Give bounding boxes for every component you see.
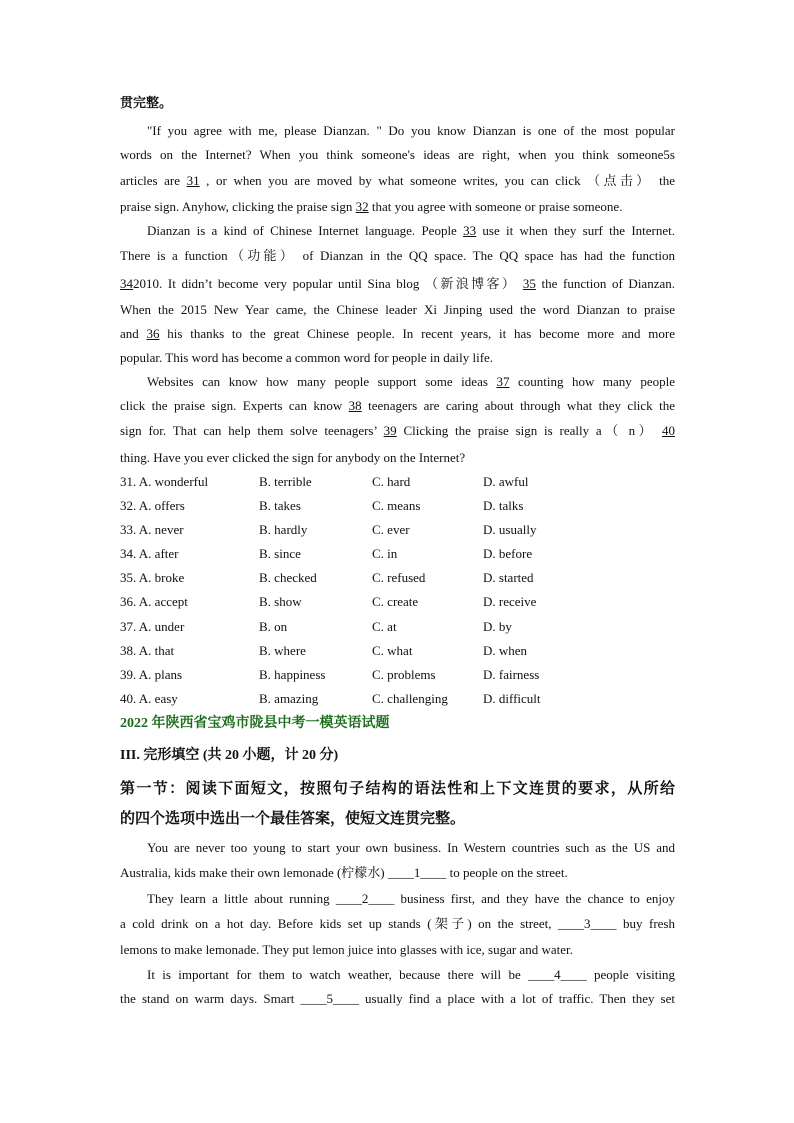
option-row [120, 642, 680, 660]
option-c: C. hard [372, 474, 411, 489]
option-row [120, 666, 680, 684]
option-a: 40. A. easy [120, 691, 178, 706]
option-a: 33. A. never [120, 522, 184, 537]
option-c: C. in [372, 546, 398, 561]
blank-32: 32 [355, 199, 369, 214]
blank-4: ____4____ [528, 967, 587, 982]
option-a: 39. A. plans [120, 667, 183, 682]
option-b: B. terrible [259, 474, 312, 489]
blank-38: 38 [348, 398, 362, 413]
option-c: C. means [372, 498, 421, 513]
blank-3: ____3____ [557, 916, 617, 931]
blank-31: 31 [186, 173, 200, 188]
option-a: 38. A. that [120, 643, 175, 658]
passage-line: and 36 his thanks to the great Chinese people. In recent years, it has become more and more [120, 326, 675, 341]
option-row [120, 473, 680, 491]
option-row [120, 690, 680, 708]
option-a: 35. A. broke [120, 570, 185, 585]
option-d: D. awful [483, 474, 529, 489]
passage-line: lemons to make lemonade. They put lemon juice into glasses with ice, sugar and water. [120, 942, 573, 957]
passage-line: the stand on warm days. Smart ____5____ usually find a place with a lot of traffic. Then they set [120, 991, 676, 1006]
blank-40: 40 [662, 423, 675, 438]
option-c: C. problems [372, 667, 436, 682]
option-c: C. at [372, 619, 397, 634]
option-c: C. refused [372, 570, 426, 585]
instruction-line: 的四个选项中选出一个最佳答案，使短文连贯完整。 [120, 811, 466, 827]
option-c: C. ever [372, 522, 410, 537]
passage-line: praise sign. Anyhow, clicking the praise sign 32 that you agree with someone or praise someone. [120, 199, 623, 214]
option-d: D. receive [483, 594, 537, 609]
option-b: B. amazing [259, 691, 319, 706]
option-row [120, 545, 680, 563]
option-a: 37. A. under [120, 619, 185, 634]
passage-line: Australia, kids make their own lemonade (柠檬水) ____1____ to people on the street. [120, 865, 568, 880]
blank-33: 33 [463, 223, 477, 238]
passage-line: 342010. It didn’t become very popular until Sina blog （新浪博客） 35 the function of Dianzan. [120, 276, 675, 291]
blank-37: 37 [496, 374, 510, 389]
option-d: D. fairness [483, 667, 540, 682]
blank-39: 39 [383, 423, 397, 438]
passage-line: There is a function（功能） of Dianzan in the QQ space. The QQ space has had the function [120, 248, 675, 263]
instruction-line: 第一节：阅读下面短文，按照句子结构的语法性和上下文连贯的要求，从所给 [120, 781, 675, 797]
exam-title: 2022 年陕西省宝鸡市陇县中考一模英语试题 [120, 716, 390, 731]
option-d: D. usually [483, 522, 537, 537]
passage-line: It is important for them to watch weather, because there will be ____4____ people visiting [147, 967, 675, 982]
passage-line: articles are 31 , or when you are moved by what someone writes, you can click （点击） the [120, 173, 675, 188]
option-d: D. when [483, 643, 528, 658]
option-b: B. checked [259, 570, 317, 585]
option-row [120, 521, 680, 539]
option-row [120, 569, 680, 587]
option-a: 36. A. accept [120, 594, 188, 609]
option-b: B. happiness [259, 667, 326, 682]
option-b: B. takes [259, 498, 301, 513]
passage-line: When the 2015 New Year came, the Chinese leader Xi Jinping used the word Dianzan to praise [120, 302, 675, 317]
option-d: D. talks [483, 498, 524, 513]
option-b: B. on [259, 619, 288, 634]
blank-5: ____5____ [300, 991, 359, 1006]
option-c: C. challenging [372, 691, 448, 706]
passage-line: Websites can know how many people support some ideas 37 counting how many people [147, 374, 675, 389]
option-row [120, 618, 680, 636]
option-d: D. by [483, 619, 512, 634]
passage-line: Dianzan is a kind of Chinese Internet language. People 33 use it when they surf the Internet. [147, 223, 675, 238]
option-a: 34. A. after [120, 546, 179, 561]
blank-1: ____1____ [387, 865, 447, 880]
option-b: B. show [259, 594, 302, 609]
passage-line: thing. Have you ever clicked the sign for anybody on the Internet? [120, 450, 466, 465]
option-a: 31. A. wonderful [120, 474, 209, 489]
blank-35: 35 [522, 276, 536, 291]
passage-line: popular. This word has become a common word for people in daily life. [120, 350, 494, 365]
option-row [120, 593, 680, 611]
section-title: III. 完形填空 (共 20 小题，计 20 分) [120, 748, 339, 763]
option-row [120, 497, 680, 515]
option-d: D. before [483, 546, 533, 561]
option-b: B. where [259, 643, 306, 658]
blank-2: ____2____ [335, 891, 395, 906]
passage-line: You are never too young to start your own business. In Western countries such as the US and [147, 840, 675, 855]
passage-line: a cold drink on a hot day. Before kids set up stands (架子) on the street, ____3____ buy fresh [120, 916, 675, 931]
passage-line: click the praise sign. Experts can know 38 teenagers are caring about through what they click the [120, 398, 675, 413]
blank-36: 36 [146, 326, 160, 341]
blank-34: 34 [120, 276, 133, 291]
option-a: 32. A. offers [120, 498, 185, 513]
option-b: B. hardly [259, 522, 308, 537]
passage-line: sign for. That can help them solve teenagers’ 39 Clicking the praise sign is really a（ n） 40 [120, 423, 675, 438]
passage-line: "If you agree with me, please Dianzan. " Do you know Dianzan is one of the most popular [147, 123, 675, 138]
option-c: C. create [372, 594, 419, 609]
passage-line: words on the Internet? When you think someone's ideas are right, when you think someone5s [120, 147, 675, 162]
continuation-fragment: 贯完整。 [120, 95, 173, 110]
option-d: D. difficult [483, 691, 541, 706]
option-b: B. since [259, 546, 301, 561]
passage-line: They learn a little about running ____2____ business first, and they have the chance to enjoy [147, 891, 675, 906]
option-d: D. started [483, 570, 534, 585]
option-c: C. what [372, 643, 413, 658]
